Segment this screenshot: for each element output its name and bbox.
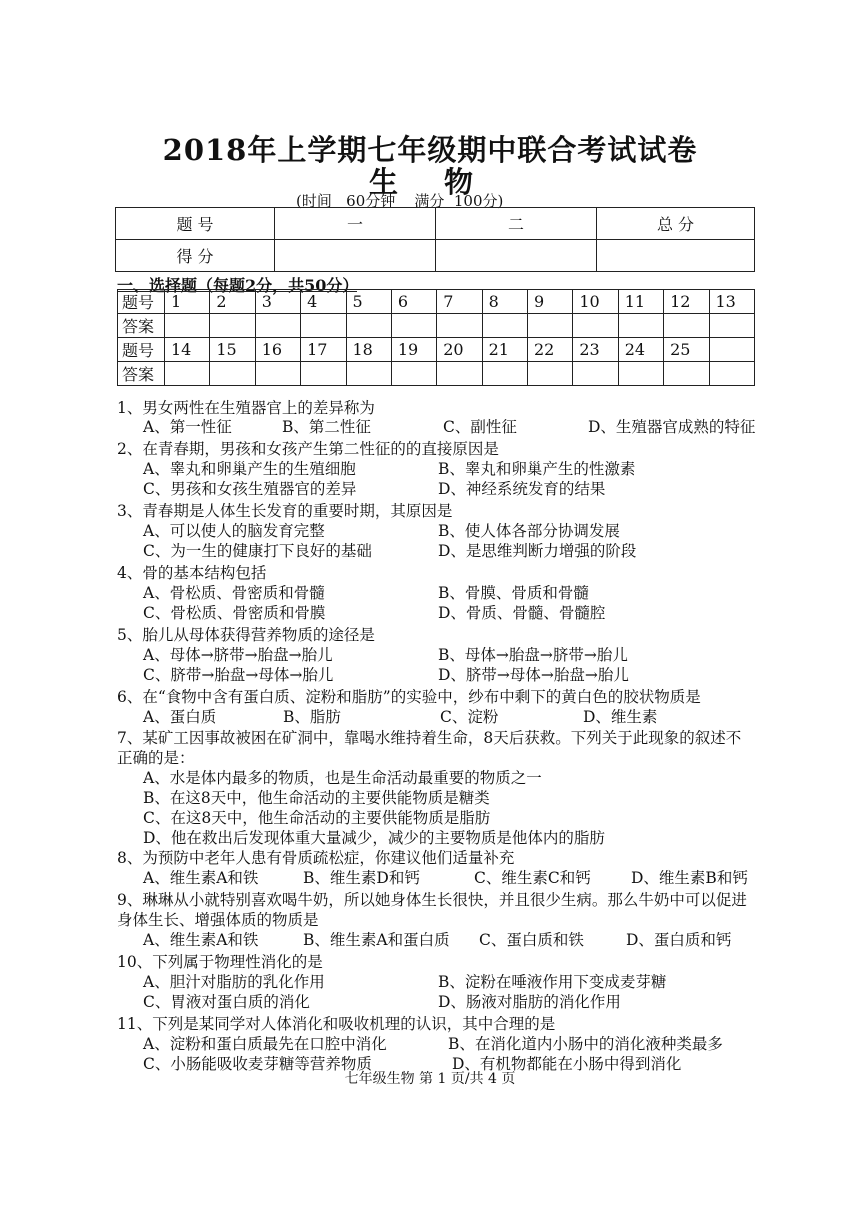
option-c: C、在这8天中，他生命活动的主要供能物质是脂肪 <box>143 809 491 827</box>
subject-title: 生 物 <box>368 165 492 199</box>
question-number-cell: 14 <box>165 338 210 362</box>
question-number-cell: 21 <box>482 338 527 362</box>
number-row <box>118 338 755 362</box>
answer-cell[interactable] <box>255 362 300 386</box>
answer-cell[interactable] <box>255 314 300 338</box>
option-b: B、维生素D和钙 <box>303 869 420 887</box>
question-number-cell: 5 <box>346 290 391 314</box>
question-stem-continued: 正确的是： <box>117 749 195 767</box>
option-c: C、骨松质、骨密质和骨膜 <box>143 604 326 622</box>
answer-cell[interactable] <box>301 362 346 386</box>
question-stem: 1、男女两性在生殖器官上的差异称为 <box>117 399 375 417</box>
score-header-part2: 二 <box>436 208 597 240</box>
option-b: B、维生素A和蛋白质 <box>303 931 450 949</box>
question-number-cell: 12 <box>664 290 709 314</box>
option-a: A、水是体内最多的物质，也是生命活动最重要的物质之一 <box>143 769 542 787</box>
option-a: A、淀粉和蛋白质最先在口腔中消化 <box>143 1035 387 1053</box>
option-d: D、有机物都能在小肠中得到消化 <box>452 1055 682 1073</box>
answer-cell[interactable] <box>482 314 527 338</box>
option-c: C、维生素C和钙 <box>474 869 591 887</box>
option-c: C、胃液对蛋白质的消化 <box>143 993 310 1011</box>
option-d: D、是思维判断力增强的阶段 <box>438 542 637 560</box>
answer-cell[interactable] <box>437 314 482 338</box>
question-stem: 7、某矿工因事故被困在矿洞中，靠喝水维持着生命，8天后获救。下列关于此现象的叙述不 <box>117 729 742 747</box>
number-row-label: 题号 <box>118 338 165 362</box>
option-d: D、肠液对脂肪的消化作用 <box>438 993 621 1011</box>
answer-cell[interactable] <box>210 362 255 386</box>
question-number-cell: 6 <box>391 290 436 314</box>
question-number-cell: 11 <box>618 290 663 314</box>
answer-cell[interactable] <box>346 362 391 386</box>
option-d: D、维生素 <box>583 708 658 726</box>
option-c: C、为一生的健康打下良好的基础 <box>143 542 372 560</box>
option-c: C、副性征 <box>443 418 517 436</box>
question-number-cell: 8 <box>482 290 527 314</box>
option-d: D、生殖器官成熟的特征 <box>588 418 756 436</box>
answer-cell[interactable] <box>618 314 663 338</box>
option-a: A、睾丸和卵巢产生的生殖细胞 <box>143 460 356 478</box>
score-header-label: 题 号 <box>116 208 275 240</box>
option-b: B、骨膜、骨质和骨髓 <box>438 584 589 602</box>
question-number-cell: 22 <box>528 338 573 362</box>
option-d: D、骨质、骨髓、骨髓腔 <box>438 604 606 622</box>
answer-row-label: 答案 <box>118 314 165 338</box>
answer-cell[interactable] <box>165 314 210 338</box>
question-stem: 10、下列属于物理性消化的是 <box>117 953 323 971</box>
answer-cell[interactable] <box>346 314 391 338</box>
score-cell-part1[interactable] <box>275 240 436 272</box>
question-number-cell: 23 <box>573 338 618 362</box>
answer-row-label: 答案 <box>118 362 165 386</box>
option-a: A、母体→脐带→胎盘→胎儿 <box>143 646 333 664</box>
question-number-cell: 19 <box>391 338 436 362</box>
option-a: A、骨松质、骨密质和骨髓 <box>143 584 325 602</box>
option-c: C、男孩和女孩生殖器官的差异 <box>143 480 357 498</box>
answer-cell[interactable] <box>301 314 346 338</box>
option-b: B、淀粉在唾液作用下变成麦芽糖 <box>438 973 667 991</box>
question-stem: 11、下列是某同学对人体消化和吸收机理的认识，其中合理的是 <box>117 1015 556 1033</box>
question-number-cell <box>709 338 755 362</box>
answer-cell[interactable] <box>210 314 255 338</box>
question-stem: 2、在青春期，男孩和女孩产生第二性征的的直接原因是 <box>117 440 499 458</box>
score-header-part1: 一 <box>275 208 436 240</box>
option-c: C、脐带→胎盘→母体→胎儿 <box>143 666 334 684</box>
question-stem: 4、骨的基本结构包括 <box>117 564 267 582</box>
answer-cell[interactable] <box>391 362 436 386</box>
number-row-label: 题号 <box>118 290 165 314</box>
option-c: C、小肠能吸收麦芽糖等营养物质 <box>143 1055 372 1073</box>
section-title: 一、选择题（每题2分，共50分） <box>117 276 359 295</box>
answer-cell[interactable] <box>709 362 755 386</box>
option-b: B、在消化道内小肠中的消化液种类最多 <box>448 1035 723 1053</box>
question-number-cell: 25 <box>664 338 709 362</box>
question-number-cell: 7 <box>437 290 482 314</box>
answer-cell[interactable] <box>664 362 709 386</box>
answer-cell[interactable] <box>573 362 618 386</box>
option-d: D、他在救出后发现体重大量减少，减少的主要物质是他体内的脂肪 <box>143 829 605 847</box>
option-a: A、维生素A和铁 <box>143 931 259 949</box>
question-stem: 8、为预防中老年人患有骨质疏松症，你建议他们适量补充 <box>117 849 515 867</box>
score-row-label: 得 分 <box>116 240 275 272</box>
question-stem: 9、琳琳从小就特别喜欢喝牛奶，所以她身体生长很快，并且很少生病。那么牛奶中可以促进 <box>117 891 747 909</box>
option-b: B、在这8天中，他生命活动的主要供能物质是糖类 <box>143 789 490 807</box>
question-number-cell: 3 <box>255 290 300 314</box>
option-a: A、维生素A和铁 <box>143 869 259 887</box>
option-b: B、睾丸和卵巢产生的性激素 <box>438 460 636 478</box>
question-number-cell: 1 <box>165 290 210 314</box>
page-footer: 七年级生物 第 1 页/共 4 页 <box>344 1071 516 1087</box>
score-cell-part2[interactable] <box>436 240 597 272</box>
score-table <box>115 207 755 272</box>
answer-cell[interactable] <box>482 362 527 386</box>
time-info: (时间 60分钟 满分 100分) <box>296 192 504 210</box>
option-d: D、神经系统发育的结果 <box>438 480 606 498</box>
answer-cell[interactable] <box>437 362 482 386</box>
question-number-cell: 10 <box>573 290 618 314</box>
answer-cell[interactable] <box>165 362 210 386</box>
option-a: A、蛋白质 <box>143 708 217 726</box>
answer-cell[interactable] <box>573 314 618 338</box>
question-number-cell: 20 <box>437 338 482 362</box>
option-b: B、使人体各部分协调发展 <box>438 522 620 540</box>
option-d: D、蛋白质和钙 <box>626 931 732 949</box>
answer-cell[interactable] <box>618 362 663 386</box>
answer-cell[interactable] <box>664 314 709 338</box>
answer-row <box>118 362 755 386</box>
question-stem-continued: 身体生长、增强体质的物质是 <box>117 911 319 929</box>
score-cell-total[interactable] <box>597 240 755 272</box>
answer-cell[interactable] <box>528 362 573 386</box>
option-a: A、胆汁对脂肪的乳化作用 <box>143 973 325 991</box>
answer-cell[interactable] <box>391 314 436 338</box>
option-d: D、维生素B和钙 <box>631 869 748 887</box>
answer-cell[interactable] <box>709 314 755 338</box>
exam-title: 2018年上学期七年级期中联合考试试卷 <box>162 133 698 167</box>
option-b: B、第二性征 <box>282 418 371 436</box>
option-a: A、可以使人的脑发育完整 <box>143 522 325 540</box>
option-d: D、脐带→母体→胎盘→胎儿 <box>438 666 629 684</box>
option-b: B、母体→胎盘→脐带→胎儿 <box>438 646 628 664</box>
answer-cell[interactable] <box>528 314 573 338</box>
question-stem: 6、在“食物中含有蛋白质、淀粉和脂肪”的实验中，纱布中剩下的黄白色的胶状物质是 <box>117 688 701 706</box>
number-row <box>118 290 755 314</box>
question-number-cell: 16 <box>255 338 300 362</box>
question-number-cell: 18 <box>346 338 391 362</box>
question-number-cell: 9 <box>528 290 573 314</box>
question-number-cell: 17 <box>301 338 346 362</box>
score-header-total: 总 分 <box>597 208 755 240</box>
question-stem: 5、胎儿从母体获得营养物质的途径是 <box>117 626 375 644</box>
question-number-cell: 24 <box>618 338 663 362</box>
answer-row <box>118 314 755 338</box>
question-number-cell: 13 <box>709 290 755 314</box>
question-stem: 3、青春期是人体生长发育的重要时期，其原因是 <box>117 502 453 520</box>
answer-table <box>117 289 755 386</box>
option-a: A、第一性征 <box>143 418 232 436</box>
question-number-cell: 15 <box>210 338 255 362</box>
option-c: C、淀粉 <box>440 708 499 726</box>
option-c: C、蛋白质和铁 <box>479 931 584 949</box>
question-number-cell: 4 <box>301 290 346 314</box>
option-b: B、脂肪 <box>283 708 341 726</box>
question-number-cell: 2 <box>210 290 255 314</box>
